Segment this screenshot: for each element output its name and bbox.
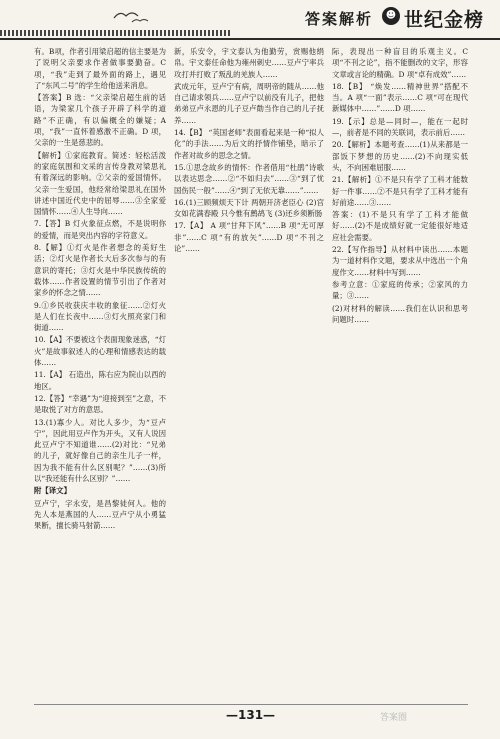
answer-paragraph: 答案：(1)不是只有学了工科才能做好……(2)不是成绩好就一定能很好地适应社会需要。 bbox=[332, 210, 468, 242]
answer-paragraph: 15.①思念故乡的情怀：作者借用“杜鹃”诗歌以表达思念……②“不如归去”……③“到了忧国伤民一般”……④“到了无依无靠……”…… bbox=[174, 162, 324, 195]
answer-paragraph: 9.①乡民收获庆丰收的象征……②灯火是人们在长夜中……③灯火照亮家门和街道…… bbox=[34, 300, 166, 333]
answer-paragraph: 16.(1)三顾频烦天下计 两朝开济老臣心 (2)宫女如花满春殿 只今惟有鹧鸪飞 (3)还乡须断肠 bbox=[174, 197, 324, 219]
answer-paragraph: 20.【解析】本题考查……(1)从来都是一部饭下梦想的历史……(2)不向现实低头，不向困难屈服…… bbox=[332, 140, 468, 172]
answer-paragraph: 12.【答】“幸遇”为“迎接到至”之意，不是取悦了对方的意思。 bbox=[34, 393, 166, 415]
answer-paragraph: 21.【解析】①不是只有学了工科才能数好一件事……②不是只有学了工科才能有好前途……③…… bbox=[332, 175, 468, 207]
header-title: 答案解析 bbox=[305, 10, 374, 28]
translation-heading: 附【译文】 bbox=[34, 486, 71, 496]
answer-paragraph: 新，乐安令，宇文泰认为他勤劳，赏赐他绢帛。宇文泰任命他为雍州刺史……豆卢宁率兵攻打并打败了叛乱的羌族人…… bbox=[174, 47, 324, 79]
answer-column-2 bbox=[174, 46, 324, 686]
answer-paragraph: 参考立意：①家庭的传承；②家风的力量；③…… bbox=[332, 279, 468, 301]
footer-divider bbox=[34, 704, 468, 705]
answer-paragraph: 有。B项，作者引用梁启超的信主要是为了说明父亲要求作者做事要勤奋。C项，“我”走到了最外面的路上，遇见了“东风二号”的学生给他送来消息。 bbox=[34, 47, 166, 90]
answer-paragraph: 11.【A】 石造出，陈右应为院山以西的地区。 bbox=[34, 370, 166, 391]
brand-logo-icon: ☻ bbox=[382, 7, 400, 25]
answer-paragraph: 【解析】①家庭教育。简述：轻松活泼的家庭氛围和文采的言传身教对梁思礼有着深远的影响。②父亲的爱国情怀。父亲一生爱国，他经常给梁思礼在国外讲述中国近代史中的屈辱……③全家爱国情怀……④人生导向…… bbox=[34, 150, 166, 217]
answer-paragraph: 【答案】B 选：“父亲梁启超生前的话语，为梁家几个孩子开辟了科学的道路”不正确，有以偏概全的嫌疑；A 项，“我”一直怀着感激不正确。D 项，父亲的一生是慈悲的。 bbox=[34, 93, 166, 148]
answer-paragraph: 8.【解】①灯火是作者想念的美好生活；②灯火是作者长大后多次参与的有意识的寄托；③灯火是中华民族传统的载体……作者设置的情节引出了作者对家乡的怀念之情…… bbox=[34, 243, 166, 298]
answer-paragraph: 10.【A】不要被这个表面现象迷惑，“灯火”是故事叙述人的心理和情感表达的载体…… bbox=[34, 335, 166, 368]
answer-paragraph: 19.【示】总是—同时—，能在一起时—，前者是不同的关联词，表示前后…… bbox=[332, 116, 468, 138]
translation-paragraph: 豆卢宁，字永安，是昌黎徒何人。他的先人本是燕国的人……豆卢宁从小勇猛果断，擅长骑马射箭…… bbox=[34, 498, 166, 531]
watermark-text: 答案圈 bbox=[380, 713, 408, 723]
answer-paragraph: 14.【B】 “英国老师”表面看起来是一种“拟人化”的手法……为后文的抒情作铺垫，暗示了作者对故乡的思念之情。 bbox=[174, 128, 324, 160]
answer-paragraph: 22.【写作指导】从材料中读出……本题为一道材料作文题，要求从中选出一个角度作文……材料中写到…… bbox=[332, 245, 468, 277]
answer-paragraph: 17.【A】 A 项“甘拜下风”……B 项“无可厚非”……C 项“有的放矢”……D 项“不刊之论”…… bbox=[174, 221, 324, 254]
answer-paragraph: 际，表现出一种盲目的乐观主义。C 项“不刊之论”，指不能删改的文字，形容文章或言论的精确。D 项“卓有成效”…… bbox=[332, 47, 468, 79]
answer-paragraph: 7.【答】B 灯火象征点燃，不是说明你的爱情，而是突出内容的字符意义。 bbox=[34, 219, 166, 240]
page-number: —131— bbox=[226, 708, 276, 722]
header-band bbox=[0, 30, 230, 36]
answer-paragraph: 18.【B】 “焕发……精神世界”搭配不当。A 项“一面”表示……C 项“可在现代新媒体中……”……D 项…… bbox=[332, 81, 468, 114]
header-brand: 世纪金榜 bbox=[404, 9, 485, 31]
birds-icon bbox=[112, 6, 152, 26]
answer-column-3 bbox=[332, 46, 468, 686]
page-header bbox=[0, 0, 500, 40]
answer-column-1 bbox=[34, 46, 166, 686]
answer-paragraph: 13.(1)寡少人。对比人多少，为“豆卢宁”，因此用豆卢作为开头，又有人说因此豆卢宁不知道谁……(2)对比：“兄弟的儿子，就好像自己的亲生儿子一样，因为我不能有什么区别呢？”……(3)所以“我还能有什么区别？”…… bbox=[34, 417, 166, 483]
answer-paragraph: 武成元年，豆卢宁有病，周明帝的随从……他自己请求领兵……豆卢宁以前没有儿子，把他弟弟豆卢永恩的儿子豆卢勣当作自己的儿子抚养…… bbox=[174, 81, 324, 125]
answer-paragraph: (2)对材料的解读……我们在认识和思考问题时…… bbox=[332, 303, 468, 324]
